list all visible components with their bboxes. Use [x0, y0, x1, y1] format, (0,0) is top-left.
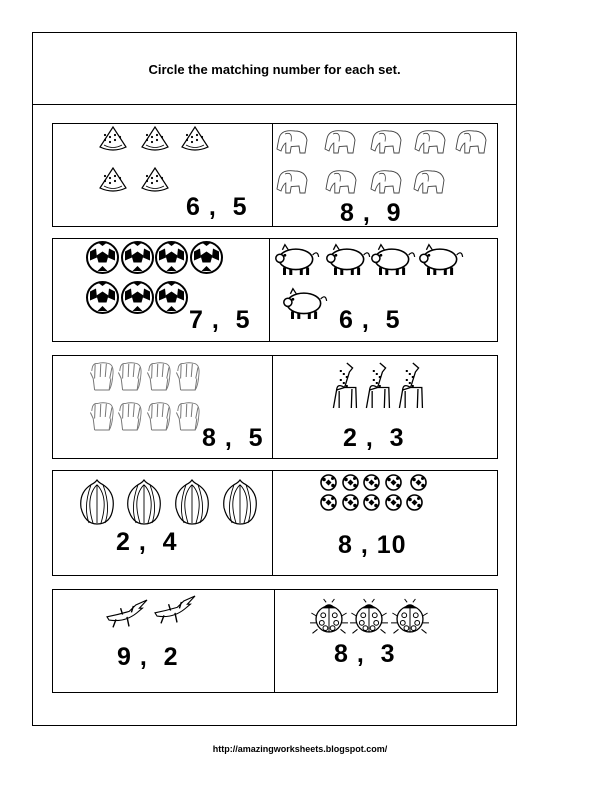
- small-ball-icon: [320, 474, 337, 491]
- answer-choices-4[interactable]: 6 , 5: [339, 306, 401, 334]
- elephant-icon: [412, 165, 448, 195]
- row-divider-2: [269, 238, 270, 342]
- soccer-ball-icon: [86, 241, 119, 274]
- row-divider-3: [272, 355, 273, 459]
- answer-choices-9[interactable]: 9 , 2: [117, 643, 179, 671]
- footer-url: http://amazingworksheets.blogspot.com/: [212, 744, 388, 754]
- hand-icon: [175, 402, 203, 432]
- ladybug-icon: [351, 597, 387, 635]
- row-divider-5: [274, 589, 275, 693]
- answer-choices-7[interactable]: 2 , 4: [116, 528, 178, 556]
- hand-icon: [146, 402, 174, 432]
- row-divider-1: [272, 123, 273, 227]
- ladybug-icon: [392, 597, 428, 635]
- elephant-icon: [369, 125, 405, 155]
- small-ball-icon: [342, 494, 359, 511]
- row-divider-4: [272, 470, 273, 576]
- hand-icon: [89, 362, 117, 392]
- pig-icon: [370, 243, 412, 277]
- small-ball-icon: [385, 474, 402, 491]
- small-ball-icon: [410, 474, 427, 491]
- answer-choices-10[interactable]: 8 , 3: [334, 640, 396, 668]
- pig-icon: [325, 243, 367, 277]
- answer-choices-8[interactable]: 8 , 10: [338, 531, 407, 559]
- small-ball-icon: [320, 494, 337, 511]
- pig-icon: [282, 287, 324, 321]
- onion-icon: [124, 478, 164, 526]
- small-ball-icon: [406, 494, 423, 511]
- small-ball-icon: [385, 494, 402, 511]
- problem-row-4: [52, 470, 498, 576]
- hand-icon: [117, 362, 145, 392]
- crocodile-icon: [105, 597, 149, 629]
- answer-choices-6[interactable]: 2 , 3: [343, 424, 405, 452]
- elephant-icon: [324, 165, 360, 195]
- hand-icon: [89, 402, 117, 432]
- answer-choices-5[interactable]: 8 , 5: [202, 424, 264, 452]
- soccer-ball-icon: [190, 241, 223, 274]
- elephant-icon: [369, 165, 405, 195]
- watermelon-slice-icon: [98, 125, 128, 151]
- soccer-ball-icon: [86, 281, 119, 314]
- onion-icon: [172, 478, 212, 526]
- hand-icon: [117, 402, 145, 432]
- watermelon-slice-icon: [180, 125, 210, 151]
- onion-icon: [77, 478, 117, 526]
- small-ball-icon: [342, 474, 359, 491]
- answer-choices-1[interactable]: 6 , 5: [186, 193, 248, 221]
- elephant-icon: [275, 165, 311, 195]
- crocodile-icon: [153, 593, 197, 625]
- elephant-icon: [275, 125, 311, 155]
- pig-icon: [418, 243, 460, 277]
- soccer-ball-icon: [121, 241, 154, 274]
- giraffe-icon: [360, 360, 392, 410]
- small-ball-icon: [363, 494, 380, 511]
- watermelon-slice-icon: [140, 125, 170, 151]
- hand-icon: [146, 362, 174, 392]
- watermelon-slice-icon: [140, 166, 170, 192]
- answer-choices-2[interactable]: 8 , 9: [340, 199, 402, 227]
- hand-icon: [175, 362, 203, 392]
- small-ball-icon: [363, 474, 380, 491]
- giraffe-icon: [393, 360, 425, 410]
- giraffe-icon: [327, 360, 359, 410]
- watermelon-slice-icon: [98, 166, 128, 192]
- ladybug-icon: [311, 597, 347, 635]
- elephant-icon: [454, 125, 490, 155]
- soccer-ball-icon: [121, 281, 154, 314]
- worksheet-title: Circle the matching number for each set.: [148, 62, 401, 77]
- answer-choices-3[interactable]: 7 , 5: [189, 306, 251, 334]
- elephant-icon: [323, 125, 359, 155]
- soccer-ball-icon: [155, 281, 188, 314]
- soccer-ball-icon: [155, 241, 188, 274]
- onion-icon: [220, 478, 260, 526]
- pig-icon: [274, 243, 316, 277]
- elephant-icon: [413, 125, 449, 155]
